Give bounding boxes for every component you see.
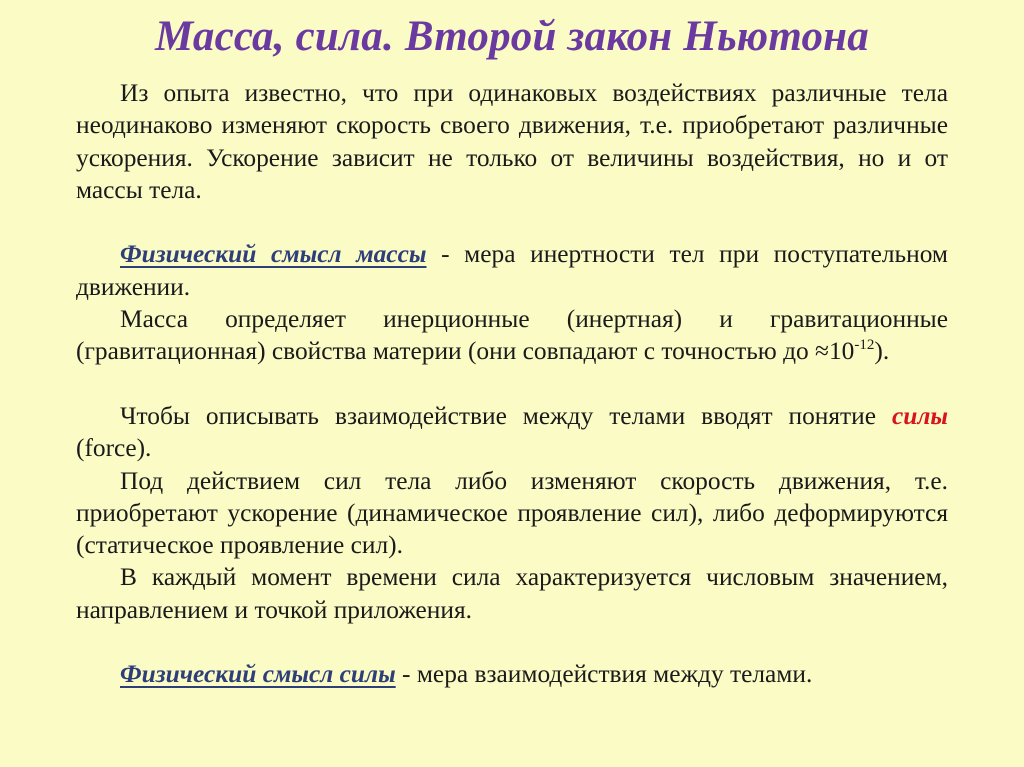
slide-body (76, 77, 948, 691)
paragraph-gap (76, 368, 948, 400)
paragraph-mass-properties (76, 303, 948, 368)
force-meaning-text: - мера взаимодействия между телами. (395, 660, 813, 689)
force-concept-end: (force). (76, 434, 152, 463)
mass-properties-end: ). (874, 337, 890, 366)
term-force-meaning: Физический смысл силы (120, 660, 396, 689)
paragraph-intro: Из опыта известно, что при одинаковых воздействиях различные тела неодинаково изменяют скорость своего движения, т.е. приобретают различные ускорения. Ускорение зависит не только от величины воздействия, но и от массы тела. (76, 79, 948, 204)
mass-properties-text: Масса определяет инерционные (инертная) и гравитационные (гравитационная) свойства материи (они совпадают с точностью до ≈10 (76, 305, 948, 366)
term-force: силы (891, 401, 948, 430)
term-mass-meaning: Физический смысл массы (120, 240, 427, 269)
mass-meaning-text: - мера инертности тел при поступательном движении. (76, 240, 948, 301)
paragraph-force-action: Под действием сил тела либо изменяют скорость движения, т.е. приобретают ускорение (динамическое проявление сил), либо деформируются (статическое проявление сил). (76, 466, 948, 560)
paragraph-gap (76, 206, 948, 238)
paragraph-force-concept (76, 400, 948, 465)
paragraph-mass-meaning (76, 238, 948, 303)
slide-title: Масса, сила. Второй закон Ньютона (155, 13, 869, 60)
paragraph-force-meaning (76, 658, 948, 690)
force-concept-text: Чтобы описывать взаимодействие между телами вводят понятие (120, 401, 892, 430)
paragraph-gap (76, 626, 948, 658)
exponent: -12 (854, 337, 875, 354)
paragraph-force-characteristics: В каждый момент времени сила характеризуется числовым значением, направлением и точкой приложения. (76, 563, 948, 624)
